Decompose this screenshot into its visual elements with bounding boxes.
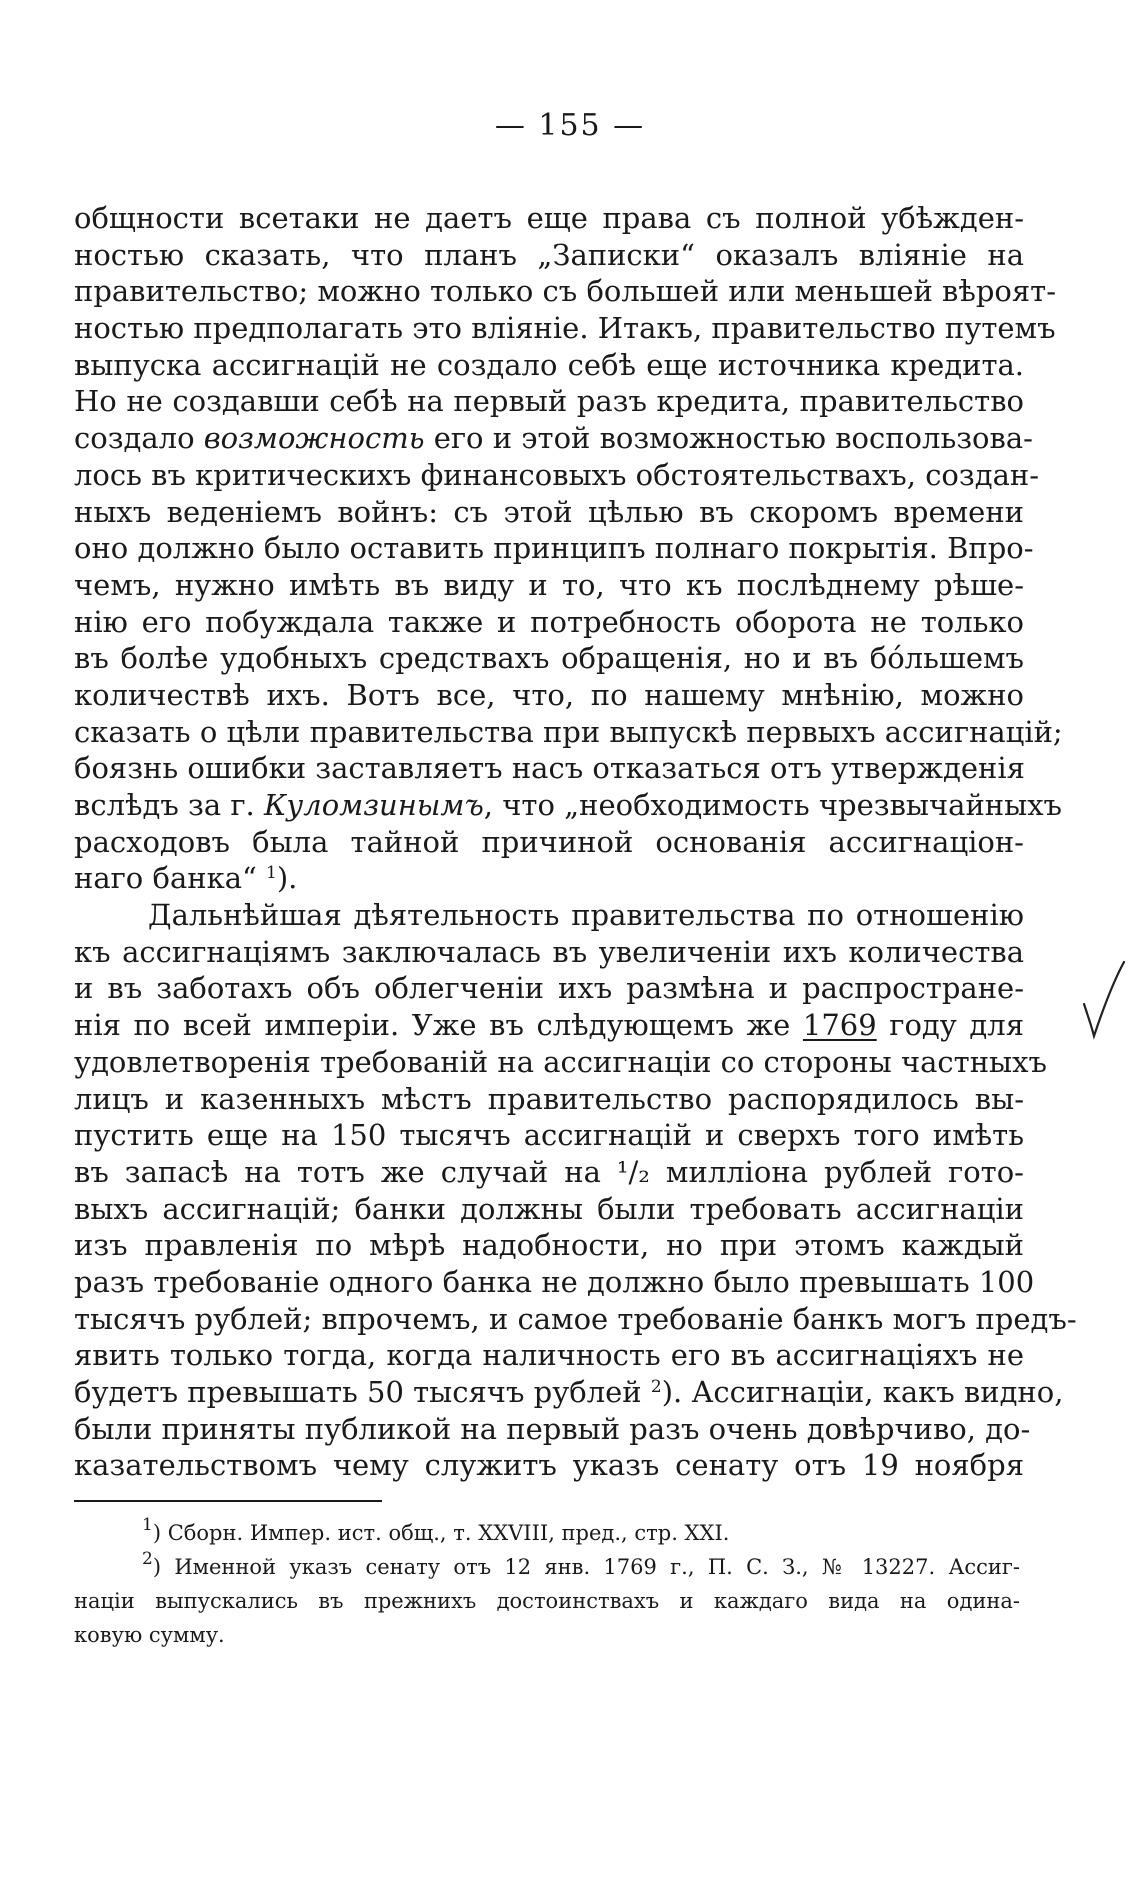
italic-name: Куломзинымъ [263, 788, 484, 822]
page-number: — 155 — [494, 108, 646, 143]
text-line: нія по всей имперіи. Уже въ слѣдующемъ же 1769 году для [74, 1008, 1024, 1043]
italic-word: возможность [203, 421, 425, 456]
text-line: удовлетворенія требованій на ассигнаціи со стороны частныхъ [74, 1044, 1047, 1079]
text-line: казательствомъ чему служитъ указъ сенату отъ 19 ноября [74, 1448, 1024, 1483]
text-line: Но не создавши себѣ на первый разъ кредита, правительство [74, 384, 1024, 419]
footnote-ref-2[interactable]: 2 [650, 1377, 662, 1397]
text-line: изъ правленія по мѣрѣ надобности, но при этомъ каждый [74, 1228, 1024, 1263]
text-line: правительство; можно только съ большей или меньшей вѣроят- [74, 274, 1057, 309]
text-line: были приняты публикой на первый разъ очень довѣрчиво, до- [74, 1411, 1031, 1446]
text-line: наго банка“ $^1$). [74, 861, 298, 896]
main-text [74, 200, 1077, 1484]
underlined-year: 1769 [802, 1008, 877, 1043]
text-line: пустить еще на 150 тысячъ ассигнацій и сверхъ того имѣть [74, 1118, 1024, 1153]
footnote-divider [74, 1500, 382, 1502]
text-line: выпуска ассигнацій не создало себѣ еще источника кредита. [74, 347, 1024, 382]
footnotes [74, 1515, 1020, 1652]
text-line: явить только тогда, когда наличность его въ ассигнаціяхъ не [74, 1338, 1024, 1373]
text-line: вслѣдъ за г. Куломзинымъ, что „необходимость чрезвычайныхъ [74, 788, 1062, 822]
handwritten-check-icon [1082, 960, 1126, 1040]
text-line: оно должно было оставить принципъ полнаго покрытія. Впро- [74, 531, 1034, 566]
text-line: общности всетаки не даетъ еще права съ полной убѣжден- [74, 201, 1024, 235]
text-line: ностью предполагать это вліяніе. Итакъ, правительство путемъ [74, 311, 1056, 346]
text-line: разъ требованіе одного банка не должно было превышать 100 [74, 1264, 1035, 1299]
text-line: сказать о цѣли правительства при выпускѣ первыхъ ассигнацій; [74, 714, 1063, 749]
text-line: ныхъ веденіемъ войнъ: съ этой цѣлью въ скоромъ времени [74, 494, 1024, 529]
footnote-2-line: ковую сумму. [74, 1623, 225, 1647]
text-line: количествѣ ихъ. Вотъ все, что, по нашему мнѣнію, можно [74, 677, 1024, 712]
text-line: создало возможность его и этой возможностью воспользова- [74, 421, 1033, 456]
text-line: въ болѣе удобныхъ средствахъ обращенія, но и въ бóльшемъ [74, 641, 1024, 676]
text-line: къ ассигнаціямъ заключалась въ увеличеніи ихъ количества [74, 934, 1024, 969]
text-line: боязнь ошибки заставляетъ насъ отказаться отъ утвержденія [74, 751, 1025, 786]
text-line: ностью сказать, что планъ „Записки“ оказалъ вліяніе на [74, 237, 1024, 272]
text-line: будетъ превышать 50 тысячъ рублей $^2$). Ассигнаціи, какъ видно, [74, 1375, 1064, 1409]
text-line: нію его побуждала также и потребность оборота не только [74, 604, 1024, 639]
text-line: выхъ ассигнацій; банки должны были требовать ассигнаціи [74, 1191, 1024, 1226]
text-line: чемъ, нужно имѣть въ виду и то, что къ послѣднему рѣше- [74, 567, 1024, 602]
text-line: и въ заботахъ объ облегченіи ихъ размѣна и распростране- [74, 971, 1024, 1006]
text-line: лицъ и казенныхъ мѣстъ правительство распорядилось вы- [74, 1081, 1024, 1116]
footnote-1: $^1$) Сборн. Импер. ист. общ., т. XXVIII, пред., стр. XXI. [142, 1515, 730, 1545]
footnote-2-line: націи выпускались въ прежнихъ достоинствахъ и каждаго вида на одина- [74, 1589, 1020, 1613]
fraction: ¹/₂ [616, 1154, 650, 1189]
footnote-ref-1[interactable]: 1 [266, 863, 277, 884]
footnote-2: $^2$) Именной указъ сенату отъ 12 янв. 1769 г., П. С. З., № 13227. Ассиг- [142, 1549, 1020, 1579]
text-line: въ запасѣ на тотъ же случай на ¹/₂ милліона рублей гото- [74, 1154, 1024, 1189]
text-line: расходовъ была тайной причиной основанія ассигнаціон- [74, 824, 1024, 859]
text-line: тысячъ рублей; впрочемъ, и самое требованіе банкъ могъ предъ- [74, 1301, 1077, 1336]
text-line: Дальнѣйшая дѣятельность правительства по отношенію [148, 898, 1024, 933]
text-line: лось въ критическихъ финансовыхъ обстоятельствахъ, создан- [74, 457, 1039, 492]
